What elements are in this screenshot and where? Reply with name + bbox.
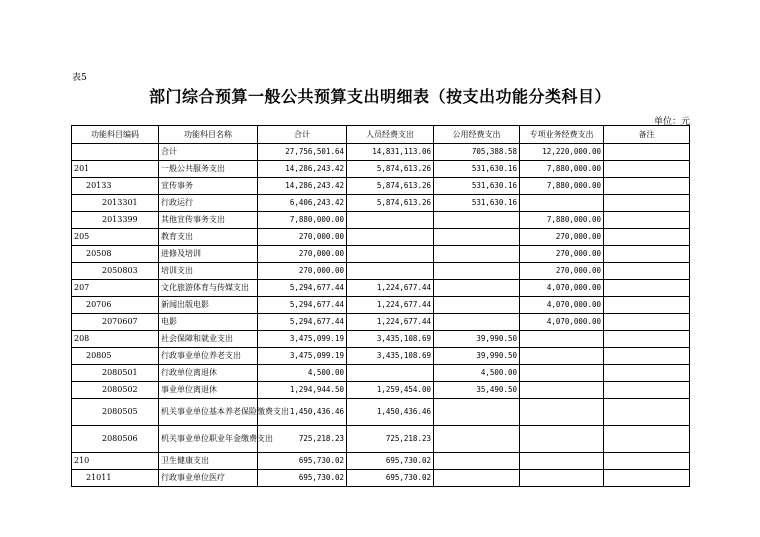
table-row bbox=[72, 331, 690, 348]
cell-name: 行政运行 bbox=[159, 195, 258, 212]
cell-special bbox=[520, 453, 604, 470]
table-row bbox=[72, 426, 690, 453]
cell-personnel: 3,435,108.69 bbox=[347, 331, 434, 348]
cell-note bbox=[604, 365, 690, 382]
cell-code: 208 bbox=[72, 331, 159, 348]
cell-special bbox=[520, 365, 604, 382]
cell-total: 7,880,000.00 bbox=[258, 212, 347, 229]
cell-personnel bbox=[347, 365, 434, 382]
cell-personnel bbox=[347, 212, 434, 229]
table-row bbox=[72, 246, 690, 263]
cell-note bbox=[604, 399, 690, 426]
table-row bbox=[72, 178, 690, 195]
cell-special: 4,070,000.00 bbox=[520, 280, 604, 297]
cell-name: 培训支出 bbox=[159, 263, 258, 280]
cell-total: 14,286,243.42 bbox=[258, 178, 347, 195]
cell-personnel: 1,224,677.44 bbox=[347, 280, 434, 297]
column-header-code: 功能科目编码 bbox=[72, 126, 159, 144]
cell-note bbox=[604, 382, 690, 399]
cell-total: 270,000.00 bbox=[258, 229, 347, 246]
cell-special: 270,000.00 bbox=[520, 229, 604, 246]
cell-public bbox=[434, 212, 520, 229]
cell-public bbox=[434, 399, 520, 426]
cell-public bbox=[434, 229, 520, 246]
cell-code: 201 bbox=[72, 161, 159, 178]
cell-name: 电影 bbox=[159, 314, 258, 331]
cell-total: 725,218.23 bbox=[258, 426, 347, 453]
cell-personnel: 1,259,454.00 bbox=[347, 382, 434, 399]
table-row bbox=[72, 470, 690, 487]
cell-code: 2070607 bbox=[72, 314, 159, 331]
cell-total: 270,000.00 bbox=[258, 246, 347, 263]
page-title: 部门综合预算一般公共预算支出明细表（按支出功能分类科目） bbox=[148, 87, 611, 106]
cell-public: 705,388.58 bbox=[434, 144, 520, 161]
table-row bbox=[72, 297, 690, 314]
cell-personnel: 5,874,613.26 bbox=[347, 195, 434, 212]
cell-name: 宣传事务 bbox=[159, 178, 258, 195]
cell-total: 6,406,243.42 bbox=[258, 195, 347, 212]
cell-name: 行政事业单位养老支出 bbox=[159, 348, 258, 365]
cell-personnel: 3,435,108.69 bbox=[347, 348, 434, 365]
cell-name: 卫生健康支出 bbox=[159, 453, 258, 470]
cell-note bbox=[604, 470, 690, 487]
cell-name: 机关事业单位职业年金缴费支出 bbox=[159, 426, 258, 453]
cell-public: 531,630.16 bbox=[434, 195, 520, 212]
cell-public bbox=[434, 263, 520, 280]
cell-note bbox=[604, 263, 690, 280]
cell-total: 1,294,944.50 bbox=[258, 382, 347, 399]
cell-code: 205 bbox=[72, 229, 159, 246]
cell-note bbox=[604, 246, 690, 263]
cell-code: 2013399 bbox=[72, 212, 159, 229]
cell-note bbox=[604, 144, 690, 161]
cell-public: 39,990.50 bbox=[434, 331, 520, 348]
cell-code bbox=[72, 144, 159, 161]
cell-code: 2080501 bbox=[72, 365, 159, 382]
cell-total: 695,730.02 bbox=[258, 453, 347, 470]
table-row bbox=[72, 161, 690, 178]
cell-code: 2080502 bbox=[72, 382, 159, 399]
cell-total: 5,294,677.44 bbox=[258, 297, 347, 314]
cell-note bbox=[604, 178, 690, 195]
cell-total: 695,730.02 bbox=[258, 470, 347, 487]
cell-public bbox=[434, 453, 520, 470]
cell-special: 7,880,000.00 bbox=[520, 161, 604, 178]
cell-personnel: 695,730.02 bbox=[347, 453, 434, 470]
cell-name: 教育支出 bbox=[159, 229, 258, 246]
table-row bbox=[72, 453, 690, 470]
cell-personnel: 695,730.02 bbox=[347, 470, 434, 487]
cell-note bbox=[604, 297, 690, 314]
cell-code: 207 bbox=[72, 280, 159, 297]
cell-note bbox=[604, 161, 690, 178]
cell-personnel: 5,874,613.26 bbox=[347, 161, 434, 178]
cell-special bbox=[520, 470, 604, 487]
cell-note bbox=[604, 314, 690, 331]
cell-personnel bbox=[347, 229, 434, 246]
cell-name: 机关事业单位基本养老保险缴费支出 bbox=[159, 399, 258, 426]
cell-total: 14,286,243.42 bbox=[258, 161, 347, 178]
cell-public bbox=[434, 246, 520, 263]
cell-name: 新闻出版电影 bbox=[159, 297, 258, 314]
cell-public bbox=[434, 297, 520, 314]
cell-public bbox=[434, 280, 520, 297]
cell-code: 2013301 bbox=[72, 195, 159, 212]
table-body bbox=[72, 144, 690, 487]
table-row bbox=[72, 212, 690, 229]
cell-name: 进修及培训 bbox=[159, 246, 258, 263]
cell-name: 一般公共服务支出 bbox=[159, 161, 258, 178]
cell-total: 270,000.00 bbox=[258, 263, 347, 280]
cell-special: 4,070,000.00 bbox=[520, 314, 604, 331]
cell-public: 4,500.00 bbox=[434, 365, 520, 382]
table-row bbox=[72, 382, 690, 399]
cell-total: 1,450,436.46 bbox=[258, 399, 347, 426]
cell-special: 4,070,000.00 bbox=[520, 297, 604, 314]
cell-personnel: 1,224,677.44 bbox=[347, 297, 434, 314]
cell-special: 270,000.00 bbox=[520, 263, 604, 280]
cell-note bbox=[604, 229, 690, 246]
cell-note bbox=[604, 348, 690, 365]
table-row bbox=[72, 314, 690, 331]
cell-code: 2080505 bbox=[72, 399, 159, 426]
cell-personnel: 1,224,677.44 bbox=[347, 314, 434, 331]
cell-code: 20508 bbox=[72, 246, 159, 263]
table-row bbox=[72, 348, 690, 365]
cell-personnel bbox=[347, 263, 434, 280]
cell-public bbox=[434, 314, 520, 331]
table-row bbox=[72, 229, 690, 246]
cell-public: 531,630.16 bbox=[434, 161, 520, 178]
cell-special bbox=[520, 348, 604, 365]
cell-public: 531,630.16 bbox=[434, 178, 520, 195]
cell-note bbox=[604, 426, 690, 453]
cell-note bbox=[604, 280, 690, 297]
table-row bbox=[72, 195, 690, 212]
table-row bbox=[72, 365, 690, 382]
budget-table bbox=[71, 125, 690, 487]
column-header-personnel: 人员经费支出 bbox=[347, 126, 434, 144]
cell-total: 27,756,501.64 bbox=[258, 144, 347, 161]
cell-note bbox=[604, 212, 690, 229]
cell-public bbox=[434, 470, 520, 487]
cell-special: 7,880,000.00 bbox=[520, 178, 604, 195]
cell-code: 20133 bbox=[72, 178, 159, 195]
cell-special: 7,880,000.00 bbox=[520, 212, 604, 229]
cell-name: 行政单位离退休 bbox=[159, 365, 258, 382]
table-row bbox=[72, 263, 690, 280]
cell-name: 其他宣传事务支出 bbox=[159, 212, 258, 229]
cell-special bbox=[520, 426, 604, 453]
cell-special: 270,000.00 bbox=[520, 246, 604, 263]
cell-name: 合计 bbox=[159, 144, 258, 161]
cell-name: 社会保障和就业支出 bbox=[159, 331, 258, 348]
table-row bbox=[72, 399, 690, 426]
header-row bbox=[72, 126, 690, 144]
column-header-public: 公用经费支出 bbox=[434, 126, 520, 144]
cell-public: 39,990.50 bbox=[434, 348, 520, 365]
cell-code: 2050803 bbox=[72, 263, 159, 280]
cell-personnel: 1,450,436.46 bbox=[347, 399, 434, 426]
table-number: 表5 bbox=[72, 73, 87, 83]
cell-public bbox=[434, 426, 520, 453]
cell-total: 3,475,099.19 bbox=[258, 331, 347, 348]
cell-note bbox=[604, 453, 690, 470]
cell-special bbox=[520, 195, 604, 212]
cell-note bbox=[604, 331, 690, 348]
cell-special bbox=[520, 399, 604, 426]
column-header-note: 备注 bbox=[604, 126, 690, 144]
cell-code: 20706 bbox=[72, 297, 159, 314]
table-row bbox=[72, 144, 690, 161]
cell-total: 4,500.00 bbox=[258, 365, 347, 382]
cell-total: 5,294,677.44 bbox=[258, 280, 347, 297]
cell-code: 2080506 bbox=[72, 426, 159, 453]
cell-total: 5,294,677.44 bbox=[258, 314, 347, 331]
unit-label: 单位：元 bbox=[653, 117, 690, 127]
cell-special: 12,220,000.00 bbox=[520, 144, 604, 161]
cell-special bbox=[520, 382, 604, 399]
column-header-special: 专项业务经费支出 bbox=[520, 126, 604, 144]
cell-total: 3,475,099.19 bbox=[258, 348, 347, 365]
cell-personnel bbox=[347, 246, 434, 263]
cell-special bbox=[520, 331, 604, 348]
cell-code: 21011 bbox=[72, 470, 159, 487]
column-header-name: 功能科目名称 bbox=[159, 126, 258, 144]
cell-note bbox=[604, 195, 690, 212]
cell-code: 210 bbox=[72, 453, 159, 470]
cell-name: 事业单位离退休 bbox=[159, 382, 258, 399]
column-header-total: 合计 bbox=[258, 126, 347, 144]
table-row bbox=[72, 280, 690, 297]
cell-public: 35,490.50 bbox=[434, 382, 520, 399]
cell-name: 文化旅游体育与传媒支出 bbox=[159, 280, 258, 297]
cell-code: 20805 bbox=[72, 348, 159, 365]
cell-name: 行政事业单位医疗 bbox=[159, 470, 258, 487]
cell-personnel: 725,218.23 bbox=[347, 426, 434, 453]
cell-personnel: 5,874,613.26 bbox=[347, 178, 434, 195]
cell-personnel: 14,831,113.06 bbox=[347, 144, 434, 161]
